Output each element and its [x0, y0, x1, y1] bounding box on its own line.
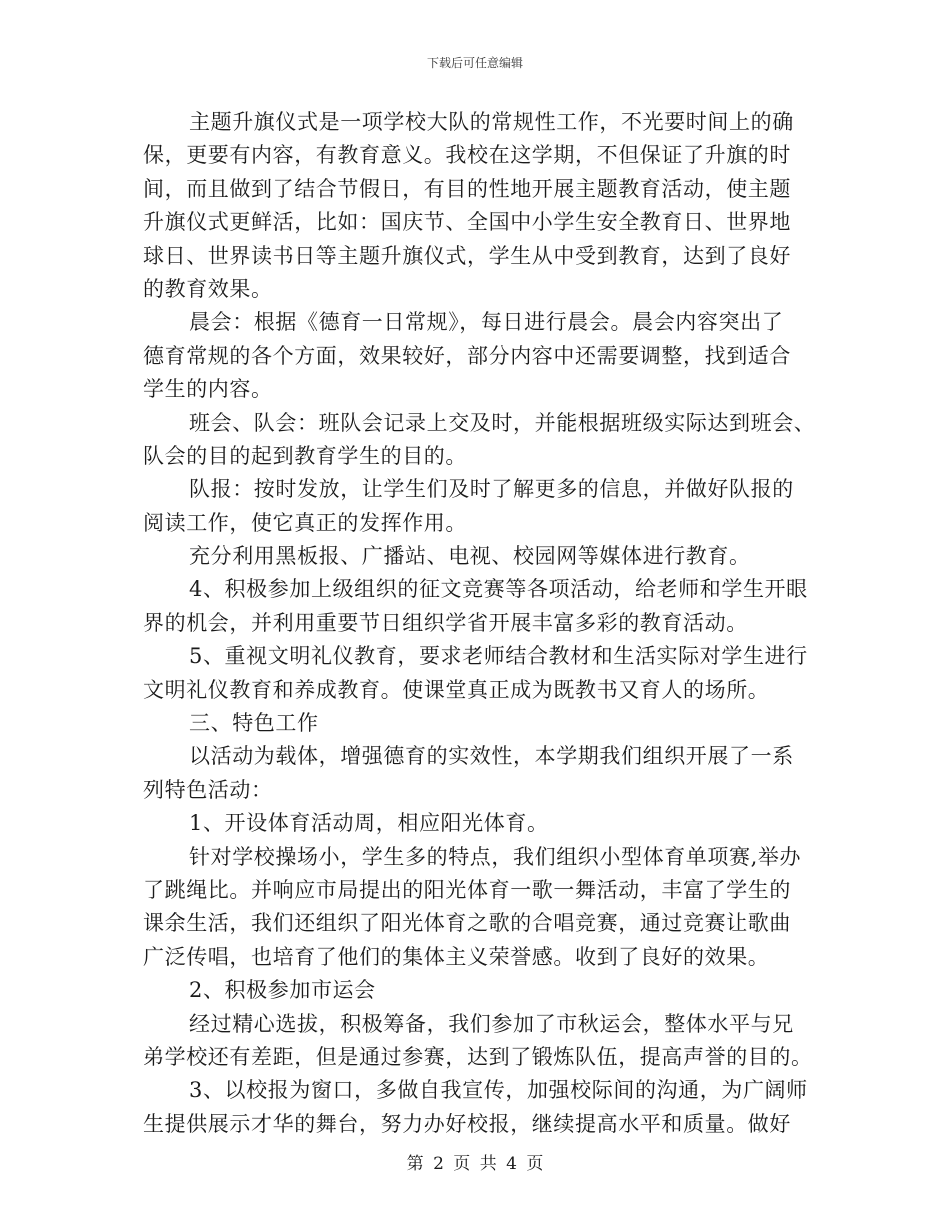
text-line: 充分利用黑板报、广播站、电视、校园网等媒体进行教育。	[189, 544, 751, 569]
text-line: 4、积极参加上级组织的征文竞赛等各项活动，给老师和学生开眼	[189, 577, 808, 602]
text-line: 队会的目的起到教育学生的目的。	[143, 443, 467, 468]
text-line: 三、特色工作	[189, 711, 319, 736]
text-line: 界的机会，并利用重要节日组织学省开展丰富多彩的教育活动。	[143, 610, 748, 635]
document-body	[143, 106, 816, 1141]
text-line: 学生的内容。	[143, 377, 273, 402]
text-line: 间，而且做到了结合节假日，有目的性地开展主题教育活动，使主题	[143, 176, 791, 201]
text-line: 主题升旗仪式是一项学校大队的常规性工作，不光要时间上的确	[189, 110, 794, 134]
text-line: 升旗仪式更鲜活，比如：国庆节、全国中小学生安全教育日、世界地	[143, 210, 791, 235]
text-line: 弟学校还有差距，但是通过参赛，达到了锻炼队伍，提高声誉的目的。	[143, 1044, 813, 1069]
text-line: 经过精心选拔，积极筹备，我们参加了市秋运会，整体水平与兄	[189, 1011, 794, 1036]
text-line: 5、重视文明礼仪教育，要求老师结合教材和生活实际对学生进行	[189, 644, 808, 669]
text-line: 晨会：根据《德育一日常规》，每日进行晨会。晨会内容突出了	[189, 310, 784, 335]
text-line: 2、积极参加市运会	[189, 978, 376, 1003]
text-line: 阅读工作，使它真正的发挥作用。	[143, 510, 467, 535]
text-line: 队报：按时发放，让学生们及时了解更多的信息，并做好队报的	[189, 477, 794, 502]
text-line: 德育常规的各个方面，效果较好，部分内容中还需要调整，找到适合	[143, 343, 791, 368]
text-line: 的教育效果。	[143, 276, 273, 301]
text-line: 3、以校报为窗口，多做自我宣传，加强校际间的沟通，为广阔师	[189, 1078, 808, 1103]
page-footer: 第 2 页 共 4 页	[406, 1154, 544, 1174]
text-line: 球日、世界读书日等主题升旗仪式，学生从中受到教育，达到了良好	[143, 243, 791, 268]
text-line: 针对学校操场小，学生多的特点，我们组织小型体育单项赛,举办	[189, 844, 802, 869]
text-line: 保，更要有内容，有教育意义。我校在这学期，不但保证了升旗的时	[143, 143, 791, 168]
text-line: 1、开设体育活动周，相应阳光体育。	[189, 811, 549, 836]
text-line: 广泛传唱，也培育了他们的集体主义荣誉感。收到了良好的效果。	[143, 944, 770, 969]
text-line: 班会、队会：班队会记录上交及时，并能根据班级实际达到班会、	[189, 410, 816, 435]
text-line: 生提供展示才华的舞台，努力办好校报，继续提高水平和质量。做好	[143, 1111, 791, 1136]
text-line: 列特色活动：	[143, 777, 273, 802]
text-line: 了跳绳比。并响应市局提出的阳光体育一歌一舞活动，丰富了学生的	[143, 877, 791, 902]
text-line: 课余生活，我们还组织了阳光体育之歌的合唱竞赛，通过竞赛让歌曲	[143, 911, 791, 936]
text-line: 以活动为载体，增强德育的实效性，本学期我们组织开展了一系	[189, 744, 794, 769]
text-line: 文明礼仪教育和养成教育。使课堂真正成为既教书又育人的场所。	[143, 677, 770, 702]
page-header: 下载后可任意编辑	[426, 56, 523, 70]
